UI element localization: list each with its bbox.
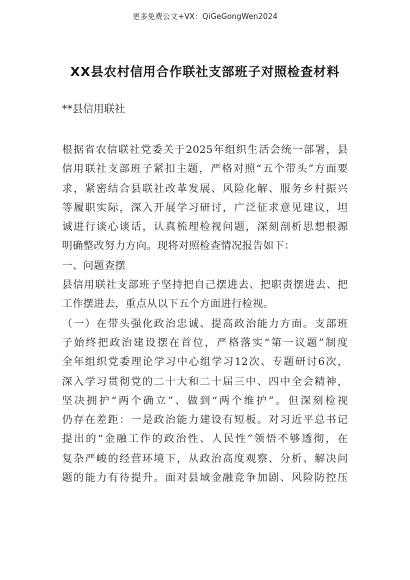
document-title: XX县农村信用合作联社支部班子对照检查材料: [70, 64, 340, 79]
body-line: 深入学习贯彻党的二十大和二十届三中、四中全会精神，: [62, 375, 348, 388]
body-line: 全年组织党委理论学习中心组学习12次、专题研讨6次，: [62, 356, 348, 369]
body-line: 提出的“金融工作的政治性、人民性”领悟不够透彻，在: [62, 433, 348, 446]
body-line: 根据省农信联社党委关于2025年组织生活会统一部署，县: [62, 144, 348, 156]
body-text: [62, 141, 348, 488]
body-line: 工作摆进去，重点从以下五个方面进行检视。: [62, 298, 274, 311]
body-line: 明确整改努力方向。现将对照检查情况报告如下：: [62, 240, 295, 253]
body-line: 仍存在差距：一是政治能力建设有短板。对习近平总书记: [62, 414, 348, 427]
body-line: 坚决拥护“两个确立”、做到“两个维护”。但深刻检视: [62, 394, 348, 407]
body-line: 子始终把政治建设摆在首位，严格落实“第一议题”制度: [62, 336, 348, 349]
body-line: （一）在带头强化政治忠诚、提高政治能力方面。支部班: [62, 317, 348, 330]
body-line: 复杂严峻的经营环境下，从政治高度观察、分析、解决问: [62, 452, 348, 465]
section-heading: 一、问题查摆: [62, 259, 126, 272]
author-line: **县信用联社: [62, 103, 125, 115]
header-note: 更多免费公文+VX：QiGeGongWen2024: [132, 12, 278, 21]
body-line: 信用联社支部班子紧扣主题，严格对照“五个带头”方面要: [62, 163, 348, 176]
body-line: 求，紧密结合县联社改革发展、风险化解、服务乡村振兴: [62, 182, 348, 195]
body-line: 题的能力有待提升。面对县域金融竞争加剧、风险防控压: [62, 472, 348, 485]
body-line: 县信用联社支部班子坚持把自己摆进去、把职责摆进去、把: [62, 279, 348, 292]
body-line: 诚进行谈心谈话，认真梳理检视问题，深刻剖析思想根源: [62, 221, 348, 234]
body-line: 等履职实际，深入开展学习研讨，广泛征求意见建议，坦: [62, 201, 348, 214]
